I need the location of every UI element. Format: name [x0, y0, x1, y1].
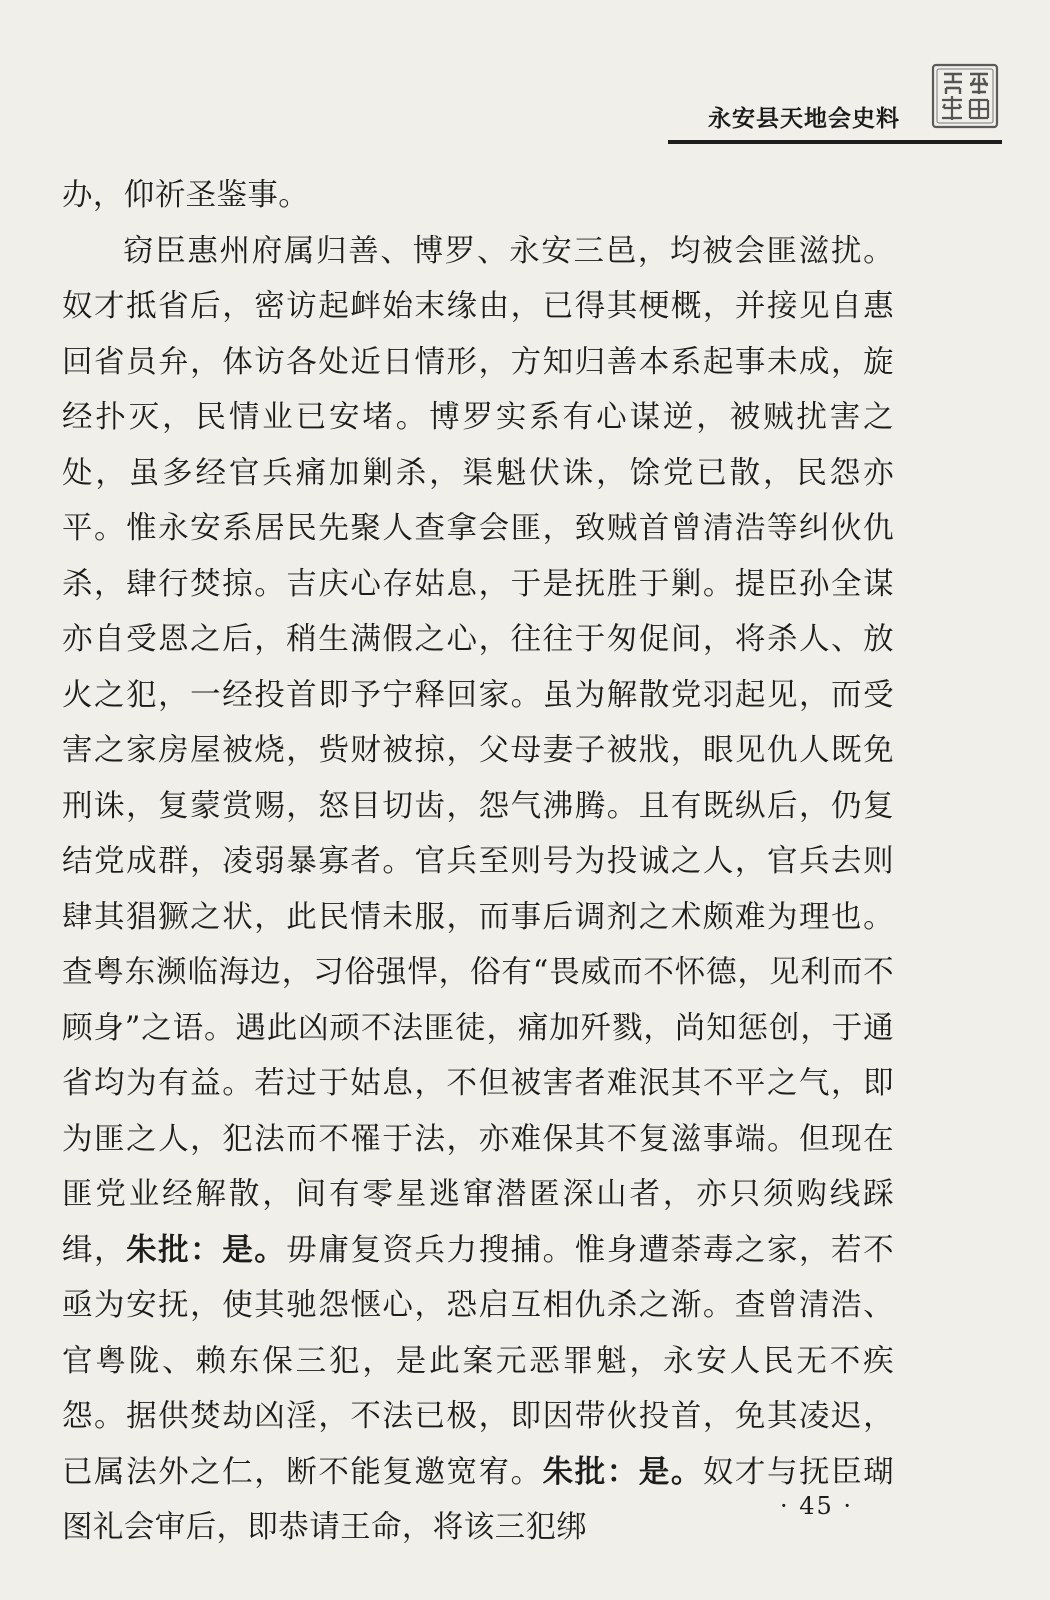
series-seal-logo — [930, 62, 1000, 130]
text-run: 窃臣惠州府属归善、博罗、永安三邑，均被会匪滋扰。奴才抵省后，密访起衅始末缘由，已得其梗概，并接见自惠回省员弁，体访各处近日情形，方知归善本系起事未成，旋经扑灭，民情业已安堵。博罗实系有心谋逆，被贼扰害之处，虽多经官兵痛加剿杀，渠魁伏诛，馀党已散，民怨亦平。惟永安系居民先聚人查拿会匪，致贼首曾清浩等纠伙仇杀，肆行焚掠。吉庆心存姑息，于是抚胜于剿。提臣孙全谋亦自受恩之后，稍生满假之心，往往于匆促间，将杀人、放火之犯，一经投首即予宁释回家。虽为解散党羽起见，而受害之家房屋被烧，赀财被掠，父母妻子被戕，眼见仇人既免刑诛，复蒙赏赐，怒目切齿，怨气沸腾。且有既纵后，仍复结党成群，凌弱暴寡者。官兵至则号为投诚之人，官兵去则肆其猖獗之状，此民情未服，而事后调剂之术颇难为理也。查粤东濒临海边，习俗强悍，俗有“畏威而不怀德，见利而不顾身”之语。遇此凶顽不法匪徒，痛加歼戮，尚知惩创，于通省均为有益。若过于姑息，不但被害者难泯其不平之气，即为匪之人，犯法而不罹于法，亦难保其不复滋事端。但现在匪党业经解散，间有零星逃窜潜匿深山者，亦只须购线踩缉， — [62, 233, 894, 1268]
text-run: 奴才与抚臣瑚图礼会审后，即恭请王命，将该三犯绑 — [62, 1454, 894, 1545]
header-rule — [668, 140, 1002, 144]
vermilion-rescript-note: 朱批：是。 — [542, 1454, 703, 1490]
text-run: 办，仰祈圣鉴事。 — [62, 178, 310, 213]
vermilion-rescript-note: 朱批：是。 — [126, 1232, 287, 1268]
page-number: · 45 · — [780, 1492, 854, 1520]
text-run: 毋庸复资兵力搜捕。惟身遭荼毒之家，若不亟为安抚，使其驰怨惬心，恐启互相仇杀之渐。查曾清浩、官粤陇、赖东保三犯，是此案元恶罪魁，永安人民无不疾怨。据供焚劫凶淫，不法已极，即因带伙投首，免其凌迟，已属法外之仁，断不能复邀宽宥。 — [62, 1232, 894, 1490]
paragraph — [62, 224, 894, 1556]
body-text — [62, 168, 894, 1556]
paragraph — [62, 168, 894, 224]
running-header-title: 永安县天地会史料 — [708, 106, 900, 132]
running-header — [660, 92, 900, 138]
